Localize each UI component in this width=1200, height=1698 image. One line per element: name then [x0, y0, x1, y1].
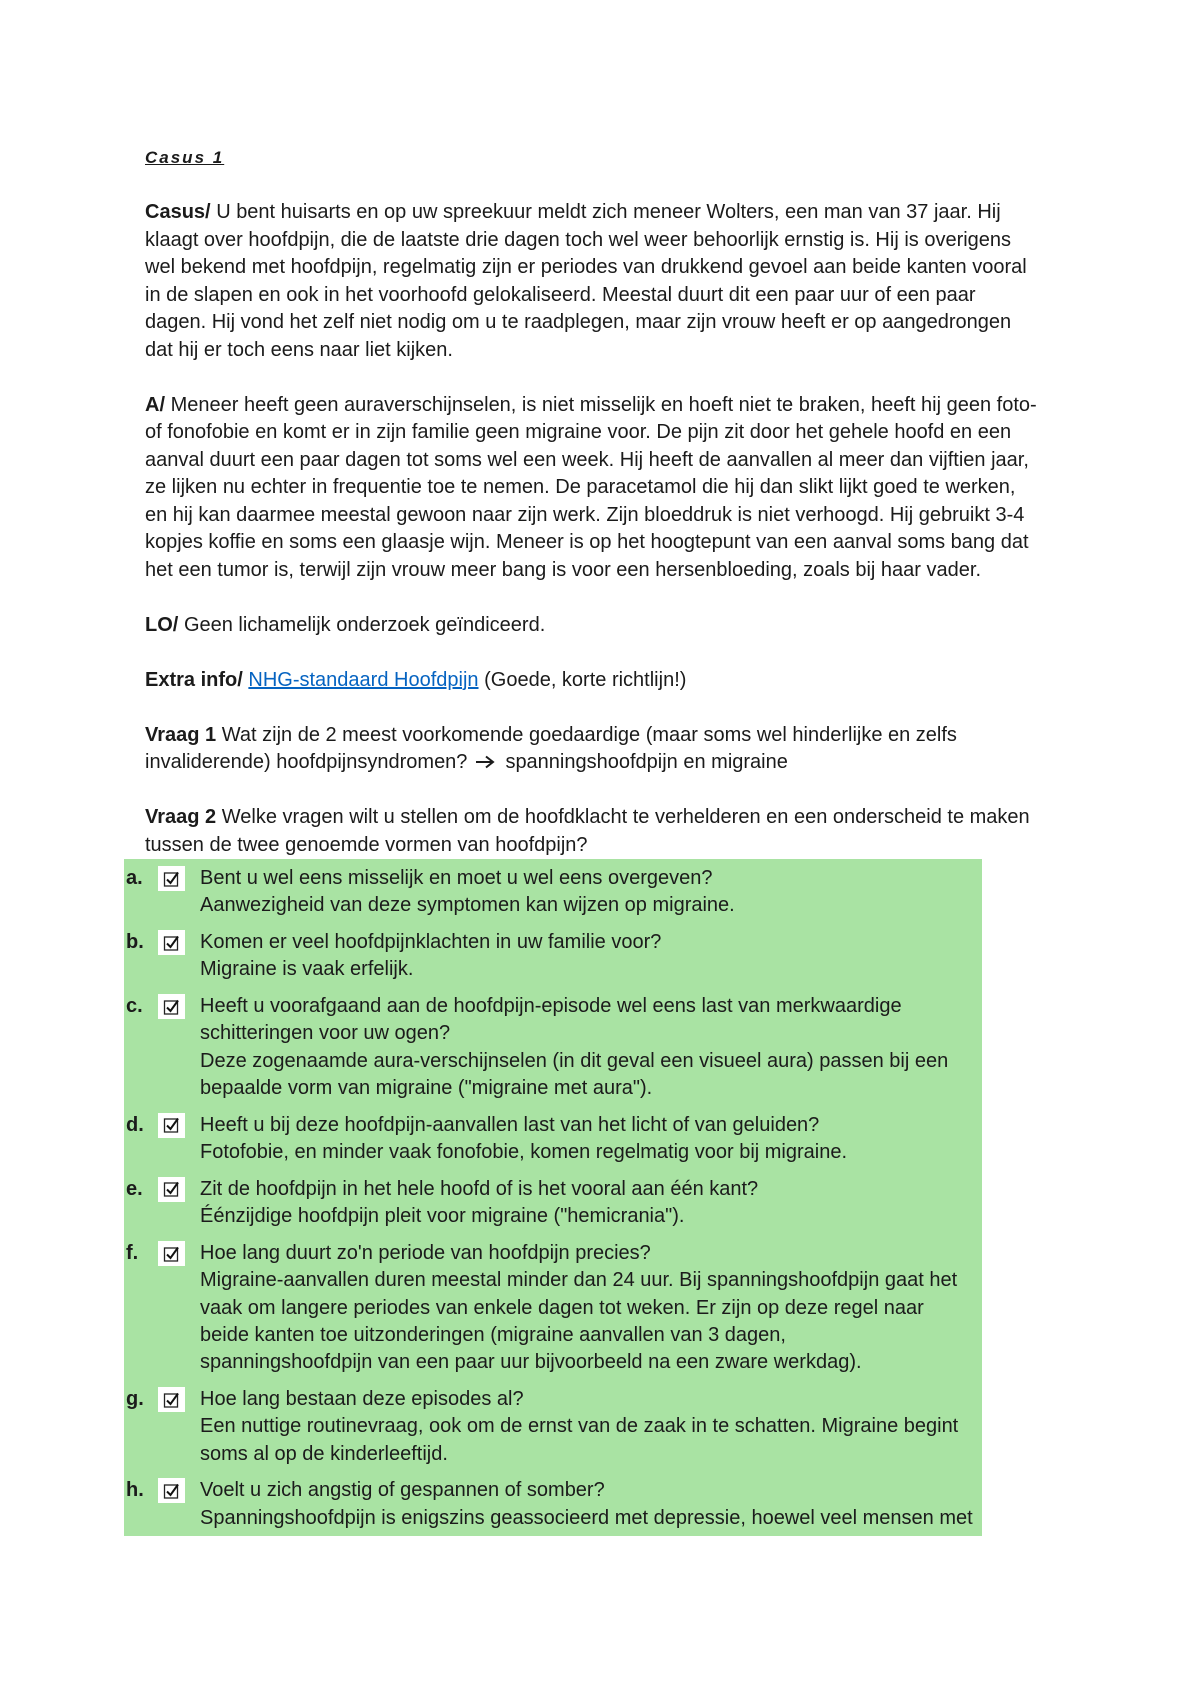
- item-letter: g.: [126, 1388, 144, 1411]
- item-letter: f.: [126, 1242, 139, 1265]
- case-text-line: in de slapen en ook in het voorhoofd gelokaliseerd. Meestal duurt dit een paar uur of een paar: [145, 283, 976, 306]
- explanation-line: Deze zogenaamde aura-verschijnselen (in dit geval een visueel aura) passen bij een: [200, 1049, 949, 1072]
- question-2-paragraph: [145, 804, 1145, 859]
- item-letter: h.: [126, 1479, 144, 1502]
- case-text-line: U bent huisarts en op uw spreekuur meldt zich meneer Wolters, een man van 37 jaar. Hij: [216, 201, 1001, 223]
- anamnesis-paragraph: [145, 392, 1145, 585]
- case-paragraph: [145, 199, 1145, 364]
- question-2-text-line: Welke vragen wilt u stellen om de hoofdklacht te verhelderen en een onderscheid te maken: [221, 806, 1030, 828]
- item-letter: c.: [126, 995, 143, 1018]
- question-line: Hoe lang bestaan deze episodes al?: [200, 1388, 524, 1411]
- question-1-text-line: Wat zijn de 2 meest voorkomende goedaardige (maar soms wel hinderlijke en zelfs: [221, 723, 957, 746]
- physical-exam-label: LO/: [145, 613, 179, 636]
- explanation-line: bepaalde vorm van migraine ("migraine met aura").: [200, 1077, 653, 1100]
- question-2-text-line: tussen de twee genoemde vormen van hoofdpijn?: [145, 833, 588, 856]
- question-1-label: Vraag 1: [145, 723, 217, 746]
- answer-item-c: [124, 993, 982, 1102]
- answer-item-e: [124, 1176, 982, 1231]
- question-line: Hoe lang duurt zo'n periode van hoofdpijn precies?: [200, 1242, 651, 1265]
- case-text-line: dat hij er toch eens naar liet kijken.: [145, 338, 453, 361]
- answer-item-h: [124, 1477, 982, 1532]
- checked-checkbox-icon[interactable]: [158, 1478, 185, 1503]
- physical-exam-text: Geen lichamelijk onderzoek geïndiceerd.: [183, 613, 546, 636]
- question-2-label: Vraag 2: [145, 806, 217, 828]
- question-1-text-line: invaliderende) hoofdpijnsyndromen?: [145, 751, 468, 773]
- item-letter: e.: [126, 1177, 143, 1200]
- question-line: Voelt u zich angstig of gespannen of somber?: [200, 1479, 605, 1502]
- arrow-right-icon: [475, 750, 495, 764]
- anamnesis-text-line: ze lijken nu echter in frequentie toe te nemen. De paracetamol die hij dan slikt lijkt goed te werken,: [145, 476, 1016, 498]
- case-text-line: klaagt over hoofdpijn, die de laatste drie dagen toch wel weer behoorlijk ernstig is. Hij is overigens: [145, 228, 1012, 251]
- nhg-standard-link[interactable]: NHG-standaard Hoofdpijn: [248, 668, 479, 691]
- case-text-line: wel bekend met hoofdpijn, regelmatig zijn er periodes van drukkend gevoel aan beide kanten vooral: [145, 256, 1027, 278]
- anamnesis-text-line: aanval duurt een paar dagen tot soms wel een week. Hij heeft de aanvallen al meer dan vijftien jaar,: [145, 448, 1029, 471]
- explanation-line: Aanwezigheid van deze symptomen kan wijzen op migraine.: [200, 894, 735, 917]
- explanation-line: Fotofobie, en minder vaak fonofobie, komen regelmatig voor bij migraine.: [200, 1141, 848, 1164]
- checked-checkbox-icon[interactable]: [158, 1113, 185, 1138]
- answer-item-d: [124, 1112, 982, 1167]
- question-line: Komen er veel hoofdpijnklachten in uw familie voor?: [200, 931, 662, 954]
- question-line: Heeft u voorafgaand aan de hoofdpijn-episode wel eens last van merkwaardige: [200, 995, 902, 1018]
- anamnesis-text-line: of fonofobie en komt er in zijn familie geen migraine voor. De pijn zit door het gehele hoofd en een: [145, 421, 1012, 443]
- answer-item-f: [124, 1240, 982, 1376]
- question-1-paragraph: [145, 722, 1145, 777]
- explanation-line: Migraine-aanvallen duren meestal minder dan 24 uur. Bij spanningshoofdpijn gaat het: [200, 1269, 958, 1292]
- question-line: schitteringen voor uw ogen?: [200, 1022, 451, 1045]
- explanation-line: vaak om langere periodes van enkele dagen tot weken. Er zijn op deze regel naar: [200, 1296, 924, 1319]
- anamnesis-text-line: Meneer heeft geen auraverschijnselen, is niet misselijk en hoeft niet te braken, heeft hij geen foto-: [170, 393, 1037, 416]
- anamnesis-text-line: kopjes koffie en soms een glaasje wijn. Meneer is op het hoogtepunt van een aanval soms bang dat: [145, 531, 1029, 553]
- document-body: [126, 144, 1145, 1536]
- extra-info-label: Extra info/: [145, 668, 243, 691]
- checked-checkbox-icon[interactable]: [158, 994, 185, 1019]
- anamnesis-label: A/: [145, 393, 165, 416]
- case-text-line: dagen. Hij vond het zelf niet nodig om u te raadplegen, maar zijn vrouw heeft er op aangedrongen: [145, 311, 1012, 333]
- item-letter: a.: [126, 867, 143, 889]
- question-line: Zit de hoofdpijn in het hele hoofd of is het vooral aan één kant?: [200, 1177, 759, 1200]
- answer-item-b: [124, 929, 982, 984]
- extra-info-paragraph: [145, 667, 1145, 695]
- item-letter: d.: [126, 1113, 144, 1136]
- explanation-line: Éénzijdige hoofdpijn pleit voor migraine ("hemicrania").: [200, 1205, 685, 1228]
- question-line: Heeft u bij deze hoofdpijn-aanvallen last van het licht of van geluiden?: [200, 1113, 820, 1136]
- item-letter: b.: [126, 931, 144, 954]
- explanation-line: beide kanten toe uitzonderingen (migraine aanvallen van 3 dagen,: [200, 1323, 786, 1346]
- checked-checkbox-icon[interactable]: [158, 866, 185, 891]
- checked-checkbox-icon[interactable]: [158, 1177, 185, 1202]
- case-label: Casus/: [145, 201, 211, 223]
- anamnesis-text-line: het een tumor is, terwijl zijn vrouw meer bang is voor een hersenbloeding, zoals bij haar vader.: [145, 558, 981, 581]
- question-1-answer: spanningshoofdpijn en migraine: [505, 751, 788, 773]
- answer-item-g: [124, 1386, 982, 1468]
- checked-checkbox-icon[interactable]: [158, 1387, 185, 1412]
- explanation-line: spanningshoofdpijn van een paar uur bijvoorbeeld na een zware werkdag).: [200, 1351, 862, 1374]
- explanation-line: Spanningshoofdpijn is enigszins geassocieerd met depressie, hoewel veel mensen met: [200, 1506, 973, 1529]
- case-title: Casus 1: [145, 148, 225, 167]
- extra-info-note: (Goede, korte richtlijn!): [484, 668, 687, 691]
- answer-item-a: [124, 865, 982, 920]
- explanation-line: soms al op de kinderleeftijd.: [200, 1442, 448, 1465]
- anamnesis-text-line: en hij kan daarmee meestal gewoon naar zijn werk. Zijn bloeddruk is niet verhoogd. Hij gebruikt 3-4: [145, 503, 1025, 526]
- explanation-line: Een nuttige routinevraag, ook om de ernst van de zaak in te schatten. Migraine begint: [200, 1415, 959, 1438]
- checked-checkbox-icon[interactable]: [158, 930, 185, 955]
- question-line: Bent u wel eens misselijk en moet u wel eens overgeven?: [200, 867, 713, 889]
- checked-checkbox-icon[interactable]: [158, 1241, 185, 1266]
- explanation-line: Migraine is vaak erfelijk.: [200, 958, 414, 981]
- answer-list: [124, 859, 982, 1536]
- physical-exam-paragraph: [145, 612, 1145, 640]
